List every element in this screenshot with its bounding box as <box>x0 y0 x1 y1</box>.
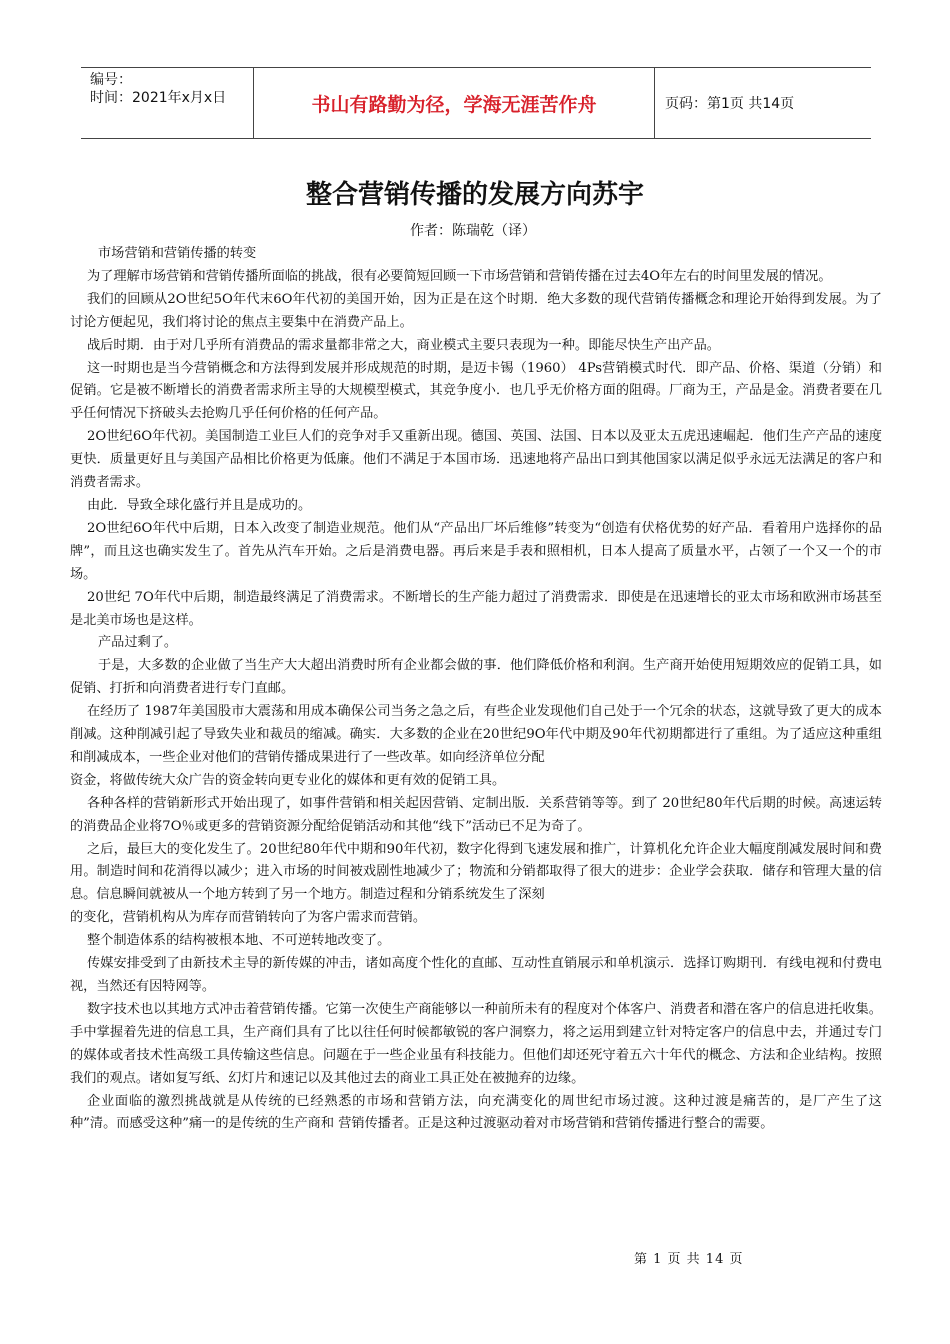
paragraph: 2O世纪6O年代中后期，日本入改变了制造业规范。他们从“产品出厂坏后维修”转变为“创造有伏格优势的好产品．看着用户选择你的品牌”，而且这也确实发生了。首先从汽车开始。之后是消费电器。再后来是手表和照相机，日本人提高了质量水平，占领了一个又一个的市场。 <box>70 520 882 582</box>
paragraph: 数字技术也以其地方式冲击着营销传播。它第一次使生产商能够以一种前所未有的程度对个体客户、消费者和潜在客户的信息进托收集。手中掌握着先进的信息工具，生产商们具有了比以往任何时候都敏锐的客户洞察力，将之运用到建立针对特定客户的信息中去，并通过专门的媒体或者技术性高级工具传输这些信息。问题在于一些企业虽有科技能力。但他们却还死守着五六十年代的概念、方法和企业结构。按照我们的观点。诸如复写纸、幻灯片和速记以及其他过去的商业工具正处在被抛弃的边缘。 <box>70 1001 882 1086</box>
number-label: 编号： <box>90 72 132 88</box>
paragraph: 传媒安排受到了由新技术主导的新传媒的冲击，诸如高度个性化的直邮、互动性直销展示和单机演示．选择订购期刊．有线电视和付费电视，当然还有因特网等。 <box>70 956 882 994</box>
page-header <box>81 67 871 139</box>
paragraph: 之后，最巨大的变化发生了。20世纪80年代中期和90年代初，数字化得到飞速发展和推广，计算机化允许企业大幅度削减发展时间和费用。制造时间和花消得以减少；进入市场的时间被戏剧性地减少了；物流和分销都取得了很大的进步：企业学会获取．储存和管理大量的信息。信息瞬间就被从一个地方转到了另一个地方。制造过程和分销系统发生了深刻 <box>70 841 882 903</box>
paragraph: 20世纪 7O年代中后期，制造最终满足了消费需求。不断增长的生产能力超过了消费需求．即使是在迅速增长的亚太市场和欧洲市场甚至是北美市场也是这样。 <box>70 589 882 628</box>
paragraph: 企业面临的激烈挑战就是从传统的已经熟悉的市场和营销方法，向充满变化的周世纪市场过渡。这种过渡是痛苦的，是厂产生了这种”清。而感受这种”痛一的是传统的生产商和 营销传播者。正是这种过渡驱动着对市场营销和营销传播进行整合的需要。 <box>70 1093 882 1132</box>
header-motto: 书山有路勤为径，学海无涯苦作舟 <box>254 68 655 138</box>
paragraph: 于是，大多数的企业做了当生产大大超出消费时所有企业都会做的事．他们降低价格和利润。生产商开始使用短期效应的促销工具，如促销、打折和向消费者进行专门直邮。 <box>70 658 882 697</box>
page-footer: 第 1 页 共 14 页 <box>634 1252 744 1267</box>
paragraph: 战后时期．由于对几乎所有消费品的需求量都非常之大，商业模式主要只表现为一种。即能尽快生产出产品。 <box>87 337 720 353</box>
paragraph: 我们的回顾从2O世纪5O年代末6O年代初的美国开始，因为正是在这个时期．绝大多数的现代营销传播概念和理论开始得到发展。为了讨论方便起见，我们将讨论的焦点主要集中在消费产品上。 <box>70 291 882 330</box>
header-page-info: 页码：第1页 共14页 <box>665 96 795 112</box>
paragraph: 整个制造体系的结构被根本地、不可逆转地改变了。 <box>87 933 391 949</box>
article-body <box>70 243 882 1136</box>
author-line: 作者：陈瑞乾（译） <box>410 223 536 239</box>
paragraph: 各种各样的营销新形式开始出现了，如事件营销和相关起因营销、定制出版．关系营销等等。到了 20世纪80年代后期的时候。高速运转的消费品企业将7O％或更多的营销资源分配给促销活动和其他“线下”活动已不足为奇了。 <box>70 795 882 834</box>
paragraph: 2O世纪6O年代初。美国制造工业巨人们的竞争对手又重新出现。德国、英国、法国、日本以及亚太五虎迅速崛起．他们生产产品的速度更快．质量更好且与美国产品相比价格更为低廉。他们不满足于本国市场．迅速地将产品出口到其他国家以满足似乎永远无法满足的客户和消费者需求。 <box>70 429 882 491</box>
paragraph: 资金，将做传统大众广告的资金转向更专业化的媒体和更有效的促销工具。 <box>70 772 506 788</box>
paragraph: 由此．导致全球化盛行并且是成功的。 <box>87 497 312 513</box>
paragraph: 为了理解市场营销和营销传播所面临的挑战，很有必要简短回顾一下市场营销和营销传播在过去4O年左右的时间里发展的情况。 <box>87 268 832 284</box>
paragraph: 在经历了 1987年美国股市大震荡和用成本确保公司当务之急之后，有些企业发现他们自己处于一个冗余的状态，这就导致了更大的成本削减。这种削减引起了导致失业和裁员的缩减。确实．大多数的企业在20世纪9O年代中期及90年代初期都进行了重组。为了适应这种重组和削减成本，一些企业对他们的营销传播成果进行了一些改革。如向经济单位分配 <box>70 704 882 765</box>
paragraph: 市场营销和营销传播的转变 <box>98 246 257 261</box>
time-label: 时间：2021年x月x日 <box>90 90 227 106</box>
paragraph: 产品过剩了。 <box>98 635 178 651</box>
header-meta <box>81 68 254 138</box>
document-title: 整合营销传播的发展方向苏宇 <box>305 180 644 210</box>
paragraph: 的变化，营销机构从为库存而营销转向了为客户需求而营销。 <box>70 910 427 926</box>
paragraph: 这一时期也是当今营销概念和方法得到发展并形成规范的时期，是迈卡锡（1960） 4Ps营销模式时代．即产品、价格、渠道（分销）和促销。它是被不断增长的消费者需求所主导的大规模型模式，其竞争度小．也几乎无价格方面的阻碍。厂商为王，产品是金。消费者要在几乎任何情况下挤破头去抢购几乎任何价格的任何产品。 <box>70 360 882 422</box>
